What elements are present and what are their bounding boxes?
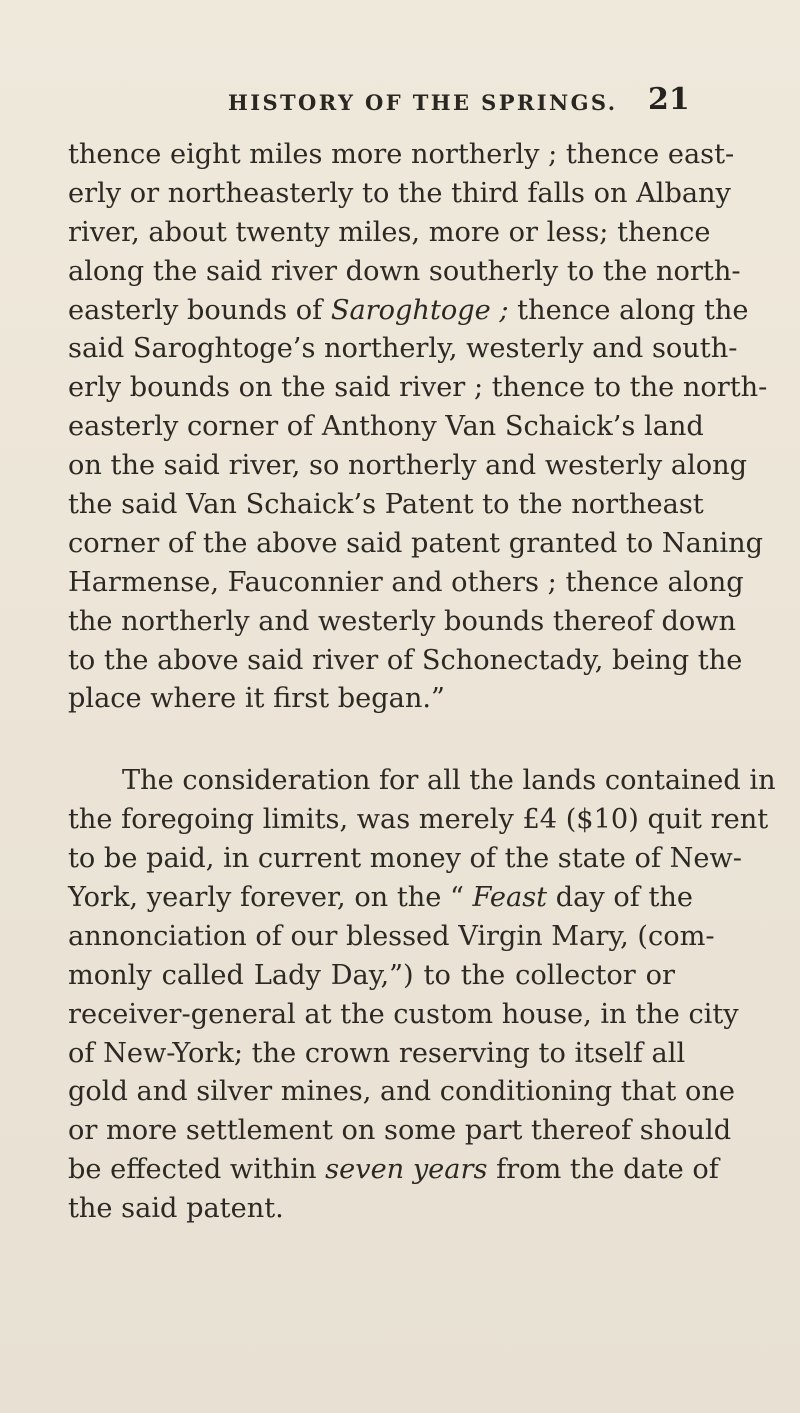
italic-word: Feast [472, 882, 548, 914]
text-line: easterly corner of Anthony Van Schaick’s land [68, 411, 704, 443]
text-fragment: York, yearly forever, on the “ [68, 882, 473, 914]
body-text [68, 136, 776, 1229]
running-title: HISTORY OF THE SPRINGS. [228, 90, 618, 115]
italic-phrase: seven years [325, 1154, 488, 1186]
paragraph-spacer [68, 719, 675, 762]
text-line: The consideration for all the lands contained in [122, 765, 776, 797]
text-line: receiver-general at the custom house, in the city [68, 998, 739, 1030]
text-line: along the said river down southerly to the north- [68, 255, 741, 287]
text-line: annonciation of our blessed Virgin Mary, (com- [68, 920, 715, 952]
text-line: the said Van Schaick’s Patent to the northeast [68, 489, 704, 521]
text-line: the northerly and westerly bounds thereof down [68, 605, 737, 637]
text-line: to the above said river of Schonectady, being the [68, 644, 743, 676]
text-line: erly or northeasterly to the third falls on Albany [68, 177, 731, 209]
text-line: the foregoing limits, was merely £4 ($10) quit rent [68, 804, 769, 836]
paragraph-1 [68, 136, 768, 719]
text-line [68, 292, 749, 331]
text-line: said Saroghtoge’s northerly, westerly and south- [68, 333, 738, 365]
text-line: to be paid, in current money of the state of New- [68, 843, 742, 875]
text-fragment: from the date of [487, 1154, 719, 1186]
text-fragment: day of the [547, 882, 693, 914]
text-line [68, 1151, 719, 1190]
text-line: place where it first began.” [68, 683, 445, 715]
text-fragment: thence along the [508, 294, 749, 326]
text-line: erly bounds on the said river ; thence to the north- [68, 372, 768, 404]
paragraph-2 [68, 762, 776, 1229]
text-line: river, about twenty miles, more or less; thence [68, 216, 711, 248]
text-line: the said patent. [68, 1193, 284, 1225]
text-fragment: be effected within [68, 1154, 326, 1186]
text-line: monly called Lady Day,”) to the collector or [68, 959, 675, 991]
italic-place-name: Saroghtoge ; [330, 294, 509, 326]
text-line: gold and silver mines, and conditioning that one [68, 1076, 735, 1108]
running-head [0, 82, 800, 128]
page-number: 21 [648, 82, 690, 117]
text-line: thence eight miles more northerly ; thence east- [68, 139, 735, 170]
text-line: or more settlement on some part thereof should [68, 1115, 732, 1147]
text-fragment: easterly bounds of [68, 294, 331, 326]
text-line [68, 879, 693, 918]
text-line: corner of the above said patent granted to Naning [68, 527, 763, 559]
text-line: Harmense, Fauconnier and others ; thence along [68, 566, 744, 598]
text-line: of New-York; the crown reserving to itself all [68, 1037, 686, 1069]
text-line: on the said river, so northerly and westerly along [68, 450, 748, 482]
